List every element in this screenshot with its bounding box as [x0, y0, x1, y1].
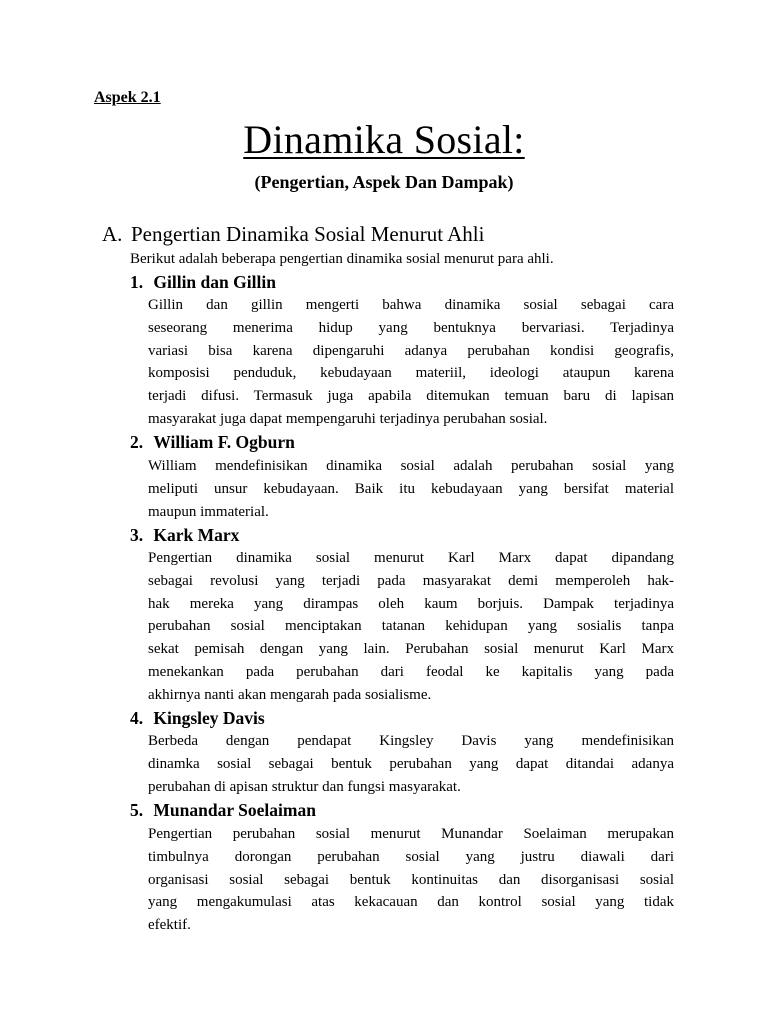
paragraph-line: Pengertian dinamika sosial menurut Karl Marx dapat dipandang: [148, 550, 674, 566]
item-name: Munandar Soelaiman: [153, 800, 316, 820]
paragraph-line: Berbeda dengan pendapat Kingsley Davis yang mendefinisikan: [148, 733, 674, 749]
paragraph-line: menekankan pada perubahan dari feodal ke kapitalis yang pada: [148, 663, 674, 680]
page-title: Dinamika Sosial:: [243, 117, 525, 162]
item-paragraph-marx: [148, 547, 674, 707]
paragraph-line: meliputi unsur kebudayaan. Baik itu kebudayaan yang bersifat material: [148, 480, 674, 497]
paragraph-line: efektif.: [148, 917, 191, 934]
paragraph-line: yang mengakumulasi atas kekacauan dan kontrol sosial yang tidak: [148, 894, 674, 911]
section-letter: A.: [102, 222, 123, 246]
item-paragraph-gillin: [148, 294, 674, 431]
item-paragraph-ogburn: [148, 455, 674, 523]
paragraph-line: hak mereka yang dirampas oleh kaum borjuis. Dampak terjadinya: [148, 595, 674, 612]
item-number: 3.: [130, 525, 144, 545]
item-number: 1.: [130, 272, 144, 292]
item-number: 4.: [130, 708, 144, 728]
item-name: Gillin dan Gillin: [153, 272, 276, 292]
paragraph-line: seseorang menerima hidup yang bentuknya bervariasi. Terjadinya: [148, 319, 674, 336]
paragraph-line: dinamka sosial sebagai bentuk perubahan yang dapat ditandai adanya: [148, 755, 674, 772]
paragraph-line: perubahan di apisan struktur dan fungsi masyarakat.: [148, 778, 461, 795]
paragraph-line: timbulnya dorongan perubahan sosial yang justru diawali dari: [148, 848, 674, 865]
paragraph-line: perubahan sosial menciptakan tatanan kehidupan yang sosialis tanpa: [148, 618, 674, 635]
page-subtitle: (Pengertian, Aspek Dan Dampak): [254, 172, 514, 192]
paragraph-line: akhirnya nanti akan mengarah pada sosialisme.: [148, 686, 432, 703]
item-heading-davis: [130, 708, 265, 729]
item-number: 2.: [130, 432, 144, 452]
section-intro: Berikut adalah beberapa pengertian dinamika sosial menurut para ahli.: [130, 251, 554, 267]
paragraph-line: terjadi difusi. Termasuk juga apabila ditemukan temuan baru di lapisan: [148, 388, 674, 405]
item-heading-marx: [130, 525, 239, 546]
item-heading-ogburn: [130, 432, 295, 453]
item-name: William F. Ogburn: [153, 432, 295, 452]
paragraph-line: masyarakat juga dapat mempengaruhi terjadinya perubahan sosial.: [148, 410, 548, 427]
paragraph-line: sebagai revolusi yang terjadi pada masyarakat demi memperoleh hak-: [148, 572, 674, 589]
paragraph-line: Pengertian perubahan sosial menurut Munandar Soelaiman merupakan: [148, 826, 674, 842]
item-number: 5.: [130, 800, 144, 820]
paragraph-line: organisasi sosial sebagai bentuk kontinuitas dan disorganisasi sosial: [148, 871, 674, 888]
paragraph-line: komposisi penduduk, kebudayaan materiil, ideologi ataupun karena: [148, 365, 674, 382]
paragraph-line: Gillin dan gillin mengerti bahwa dinamika sosial sebagai cara: [148, 297, 674, 313]
aspect-label: Aspek 2.1: [94, 89, 161, 106]
item-name: Kark Marx: [153, 525, 240, 545]
paragraph-line: William mendefinisikan dinamika sosial adalah perubahan sosial yang: [148, 458, 674, 474]
item-heading-soelaiman: [130, 800, 316, 821]
item-name: Kingsley Davis: [153, 708, 265, 728]
paragraph-line: variasi bisa karena dipengaruhi adanya perubahan kondisi geografis,: [148, 342, 674, 359]
section-heading: [102, 222, 484, 247]
item-paragraph-davis: [148, 730, 674, 798]
paragraph-line: sekat pemisah dengan yang lain. Perubahan sosial menurut Karl Marx: [148, 641, 674, 658]
paragraph-line: maupun immaterial.: [148, 503, 269, 520]
item-heading-gillin: [130, 272, 276, 293]
item-paragraph-soelaiman: [148, 823, 674, 937]
section-heading-text: Pengertian Dinamika Sosial Menurut Ahli: [131, 222, 485, 246]
